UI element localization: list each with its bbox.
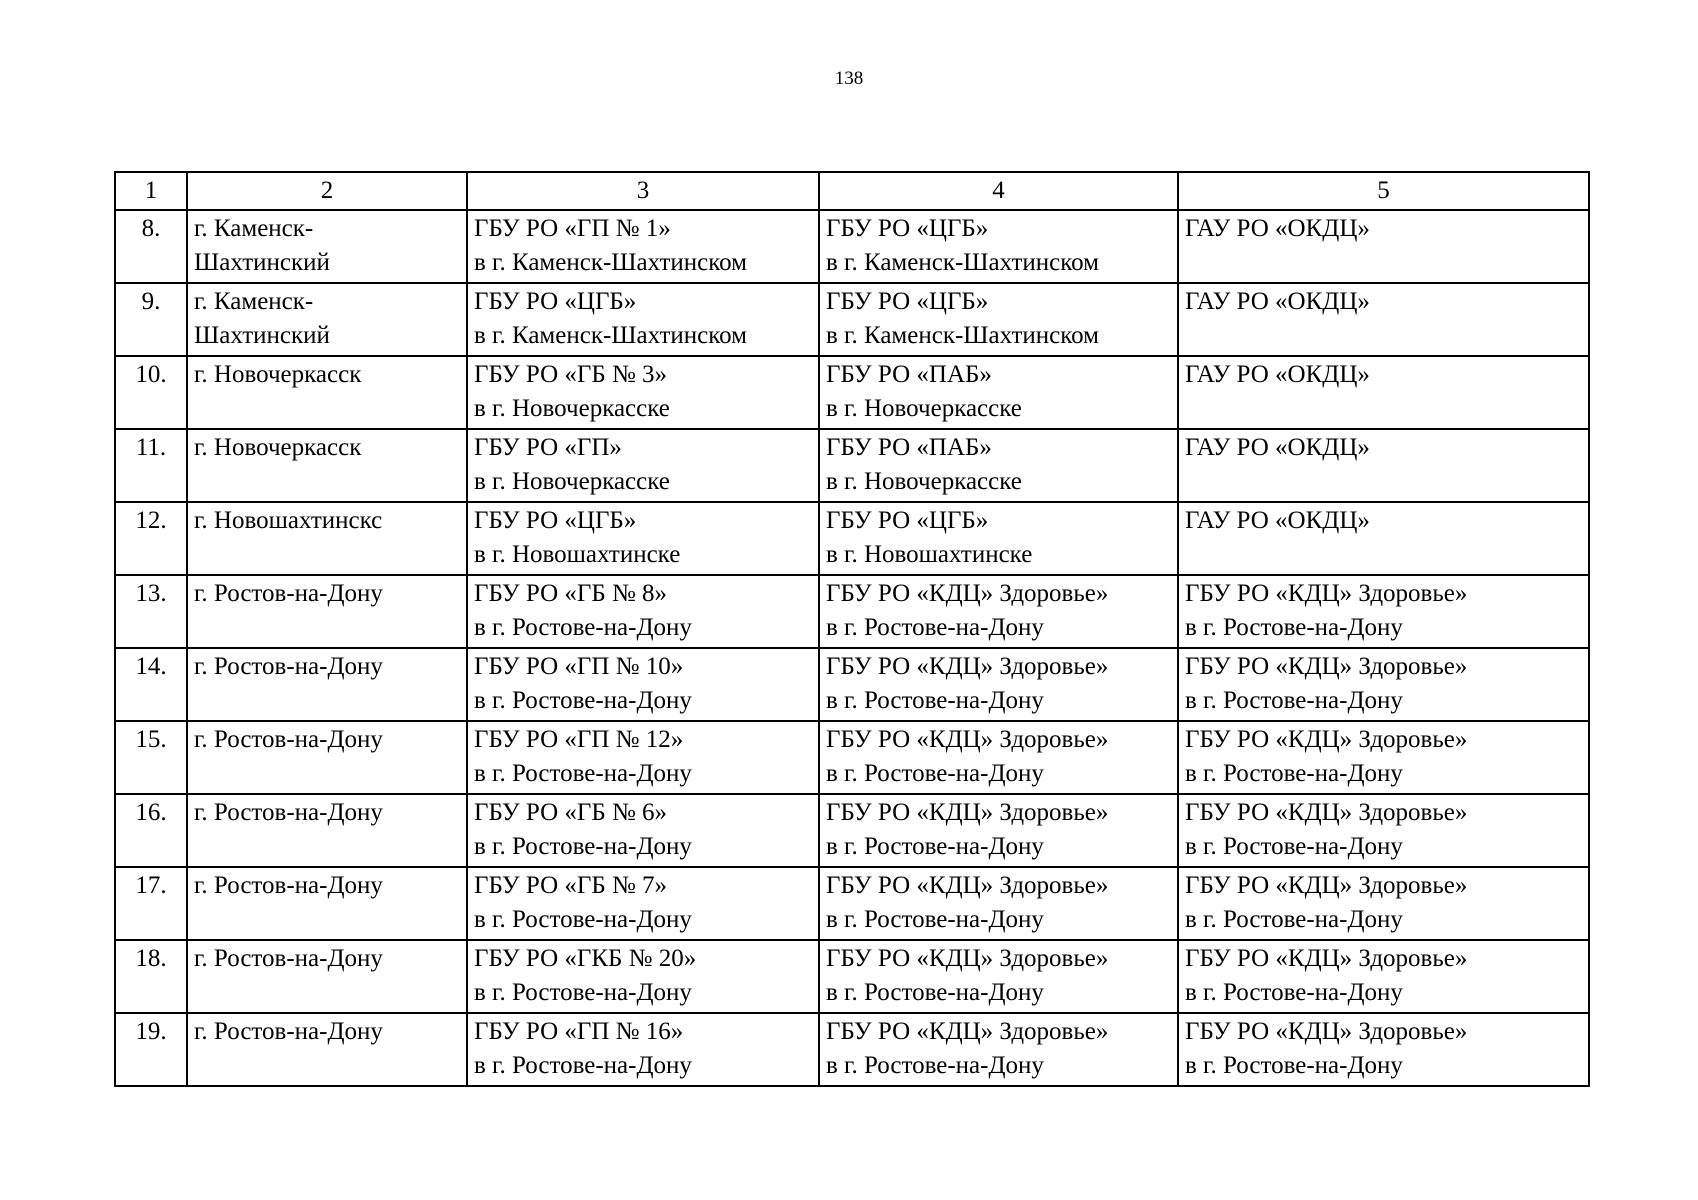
- cell-line: в г. Ростове-на-Дону: [1185, 906, 1403, 933]
- cell-line: в г. Ростове-на-Дону: [826, 906, 1044, 933]
- cell-line: в г. Ростове-на-Дону: [474, 833, 692, 860]
- cell-line: г. Ростов-на-Дону: [194, 726, 383, 753]
- cell-line: г. Каменск-: [194, 288, 314, 315]
- cell-line: в г. Ростове-на-Дону: [826, 760, 1044, 787]
- cell-line: ГБУ РО «ПАБ»: [826, 361, 992, 388]
- diagnostic-center-cell: [1178, 794, 1589, 867]
- row-number-cell: 16.: [115, 794, 187, 867]
- row-number-cell: 10.: [115, 356, 187, 429]
- institution-cell: [467, 867, 819, 940]
- cell-line: ГБУ РО «КДЦ» Здоровье»: [1185, 726, 1468, 753]
- table-row: [115, 940, 1589, 1013]
- header-cell-2: 2: [187, 172, 467, 210]
- cell-line: ГАУ РО «ОКДЦ»: [1185, 434, 1370, 461]
- reference-institution-cell: [819, 575, 1178, 648]
- cell-line: ГБУ РО «ГП № 16»: [474, 1018, 684, 1045]
- cell-line: в г. Ростове-на-Дону: [474, 906, 692, 933]
- cell-line: в г. Ростове-на-Дону: [1185, 833, 1403, 860]
- cell-line: ГБУ РО «КДЦ» Здоровье»: [826, 799, 1109, 826]
- diagnostic-center-cell: [1178, 1013, 1589, 1086]
- cell-line: в г. Новочеркасске: [826, 468, 1022, 495]
- row-number-cell: 12.: [115, 502, 187, 575]
- reference-institution-cell: [819, 867, 1178, 940]
- cell-line: ГБУ РО «КДЦ» Здоровье»: [1185, 945, 1468, 972]
- diagnostic-center-cell: [1178, 356, 1589, 429]
- row-number-cell: 14.: [115, 648, 187, 721]
- institution-cell: [467, 356, 819, 429]
- table-row: [115, 794, 1589, 867]
- reference-institution-cell: [819, 502, 1178, 575]
- cell-line: в г. Новочеркасске: [826, 395, 1022, 422]
- reference-institution-cell: [819, 1013, 1178, 1086]
- cell-line: ГАУ РО «ОКДЦ»: [1185, 507, 1370, 534]
- cell-line: ГБУ РО «КДЦ» Здоровье»: [1185, 1018, 1468, 1045]
- header-cell-1: 1: [115, 172, 187, 210]
- cell-line: в г. Ростове-на-Дону: [826, 614, 1044, 641]
- table-row: [115, 429, 1589, 502]
- city-cell: [187, 1013, 467, 1086]
- cell-line: ГБУ РО «ГП»: [474, 434, 622, 461]
- row-number-cell: 9.: [115, 283, 187, 356]
- row-number-cell: 19.: [115, 1013, 187, 1086]
- institution-cell: [467, 502, 819, 575]
- table-row: [115, 867, 1589, 940]
- reference-institution-cell: [819, 210, 1178, 283]
- diagnostic-center-cell: [1178, 940, 1589, 1013]
- cell-line: в г. Каменск-Шахтинском: [826, 249, 1099, 276]
- institution-cell: [467, 721, 819, 794]
- cell-line: в г. Ростове-на-Дону: [1185, 1052, 1403, 1079]
- cell-line: в г. Новочеркасске: [474, 468, 670, 495]
- cell-line: в г. Ростове-на-Дону: [1185, 979, 1403, 1006]
- cell-line: в г. Ростове-на-Дону: [474, 614, 692, 641]
- cell-line: г. Ростов-на-Дону: [194, 872, 383, 899]
- cell-line: в г. Ростове-на-Дону: [474, 1052, 692, 1079]
- cell-line: г. Ростов-на-Дону: [194, 945, 383, 972]
- row-number-cell: 18.: [115, 940, 187, 1013]
- cell-line: ГБУ РО «ГБ № 7»: [474, 872, 668, 899]
- city-cell: [187, 502, 467, 575]
- header-row: [115, 172, 1589, 210]
- cell-line: ГБУ РО «ПАБ»: [826, 434, 992, 461]
- cell-line: г. Новочеркасск: [194, 361, 362, 388]
- institution-cell: [467, 648, 819, 721]
- table-row: [115, 648, 1589, 721]
- cell-line: ГБУ РО «ЦГБ»: [474, 507, 637, 534]
- city-cell: [187, 429, 467, 502]
- institution-cell: [467, 940, 819, 1013]
- cell-line: г. Новошахтинскс: [194, 507, 383, 534]
- cell-line: в г. Ростове-на-Дону: [826, 833, 1044, 860]
- institution-cell: [467, 429, 819, 502]
- city-cell: [187, 210, 467, 283]
- cell-line: ГБУ РО «КДЦ» Здоровье»: [826, 726, 1109, 753]
- cell-line: в г. Новошахтинске: [826, 541, 1033, 568]
- cell-line: ГБУ РО «ЦГБ»: [474, 288, 637, 315]
- diagnostic-center-cell: [1178, 283, 1589, 356]
- diagnostic-center-cell: [1178, 429, 1589, 502]
- cell-line: г. Ростов-на-Дону: [194, 799, 383, 826]
- cell-line: в г. Ростове-на-Дону: [826, 687, 1044, 714]
- cell-line: в г. Ростове-на-Дону: [474, 687, 692, 714]
- table-row: [115, 575, 1589, 648]
- table-row: [115, 1013, 1589, 1086]
- diagnostic-center-cell: [1178, 648, 1589, 721]
- cell-line: ГБУ РО «ГБ № 3»: [474, 361, 668, 388]
- city-cell: [187, 356, 467, 429]
- row-number-cell: 8.: [115, 210, 187, 283]
- cell-line: г. Ростов-на-Дону: [194, 580, 383, 607]
- cell-line: г. Каменск-: [194, 215, 314, 242]
- header-cell-3: 3: [467, 172, 819, 210]
- diagnostic-center-cell: [1178, 721, 1589, 794]
- header-cell-4: 4: [819, 172, 1178, 210]
- institution-cell: [467, 283, 819, 356]
- cell-line: ГБУ РО «КДЦ» Здоровье»: [826, 945, 1109, 972]
- page-number: 138: [834, 68, 864, 89]
- cell-line: в г. Ростове-на-Дону: [1185, 687, 1403, 714]
- diagnostic-center-cell: [1178, 502, 1589, 575]
- cell-line: ГАУ РО «ОКДЦ»: [1185, 215, 1370, 242]
- cell-line: ГБУ РО «ЦГБ»: [826, 507, 989, 534]
- cell-line: ГБУ РО «КДЦ» Здоровье»: [826, 653, 1109, 680]
- reference-institution-cell: [819, 648, 1178, 721]
- cell-line: в г. Ростове-на-Дону: [1185, 760, 1403, 787]
- reference-institution-cell: [819, 356, 1178, 429]
- city-cell: [187, 283, 467, 356]
- cell-line: ГБУ РО «КДЦ» Здоровье»: [1185, 653, 1468, 680]
- institution-cell: [467, 794, 819, 867]
- reference-institution-cell: [819, 429, 1178, 502]
- city-cell: [187, 940, 467, 1013]
- table-row: [115, 356, 1589, 429]
- cell-line: ГБУ РО «ГП № 12»: [474, 726, 684, 753]
- cell-line: в г. Новошахтинске: [474, 541, 681, 568]
- cell-line: в г. Ростове-на-Дону: [826, 979, 1044, 1006]
- institutions-table: [114, 171, 1590, 1087]
- table-row: [115, 502, 1589, 575]
- cell-line: ГБУ РО «ГКБ № 20»: [474, 945, 697, 972]
- institution-cell: [467, 1013, 819, 1086]
- cell-line: в г. Ростове-на-Дону: [1185, 614, 1403, 641]
- reference-institution-cell: [819, 794, 1178, 867]
- reference-institution-cell: [819, 283, 1178, 356]
- cell-line: в г. Ростове-на-Дону: [474, 979, 692, 1006]
- cell-line: в г. Ростове-на-Дону: [826, 1052, 1044, 1079]
- diagnostic-center-cell: [1178, 575, 1589, 648]
- cell-line: в г. Новочеркасске: [474, 395, 670, 422]
- cell-line: Шахтинский: [194, 322, 330, 349]
- row-number-cell: 11.: [115, 429, 187, 502]
- institution-cell: [467, 575, 819, 648]
- table-body: [115, 210, 1589, 1086]
- cell-line: в г. Каменск-Шахтинском: [474, 322, 747, 349]
- cell-line: г. Ростов-на-Дону: [194, 653, 383, 680]
- cell-line: ГБУ РО «ГП № 1»: [474, 215, 671, 242]
- cell-line: г. Новочеркасск: [194, 434, 362, 461]
- table-row: [115, 283, 1589, 356]
- row-number-cell: 15.: [115, 721, 187, 794]
- city-cell: [187, 648, 467, 721]
- cell-line: ГБУ РО «ЦГБ»: [826, 215, 989, 242]
- row-number-cell: 13.: [115, 575, 187, 648]
- cell-line: ГБУ РО «КДЦ» Здоровье»: [1185, 799, 1468, 826]
- cell-line: Шахтинский: [194, 249, 330, 276]
- cell-line: ГБУ РО «КДЦ» Здоровье»: [826, 872, 1109, 899]
- table-row: [115, 210, 1589, 283]
- table-header: [115, 172, 1589, 210]
- cell-line: ГБУ РО «КДЦ» Здоровье»: [1185, 580, 1468, 607]
- cell-line: ГБУ РО «ЦГБ»: [826, 288, 989, 315]
- row-number-cell: 17.: [115, 867, 187, 940]
- reference-institution-cell: [819, 940, 1178, 1013]
- cell-line: в г. Каменск-Шахтинском: [474, 249, 747, 276]
- cell-line: в г. Каменск-Шахтинском: [826, 322, 1099, 349]
- city-cell: [187, 575, 467, 648]
- city-cell: [187, 867, 467, 940]
- cell-line: ГБУ РО «КДЦ» Здоровье»: [826, 580, 1109, 607]
- cell-line: ГБУ РО «ГБ № 6»: [474, 799, 668, 826]
- diagnostic-center-cell: [1178, 867, 1589, 940]
- cell-line: ГАУ РО «ОКДЦ»: [1185, 361, 1370, 388]
- diagnostic-center-cell: [1178, 210, 1589, 283]
- cell-line: ГБУ РО «КДЦ» Здоровье»: [1185, 872, 1468, 899]
- city-cell: [187, 794, 467, 867]
- cell-line: г. Ростов-на-Дону: [194, 1018, 383, 1045]
- table-row: [115, 721, 1589, 794]
- reference-institution-cell: [819, 721, 1178, 794]
- cell-line: ГБУ РО «ГБ № 8»: [474, 580, 668, 607]
- city-cell: [187, 721, 467, 794]
- cell-line: ГБУ РО «ГП № 10»: [474, 653, 684, 680]
- cell-line: ГАУ РО «ОКДЦ»: [1185, 288, 1370, 315]
- header-cell-5: 5: [1178, 172, 1589, 210]
- institution-cell: [467, 210, 819, 283]
- cell-line: в г. Ростове-на-Дону: [474, 760, 692, 787]
- cell-line: ГБУ РО «КДЦ» Здоровье»: [826, 1018, 1109, 1045]
